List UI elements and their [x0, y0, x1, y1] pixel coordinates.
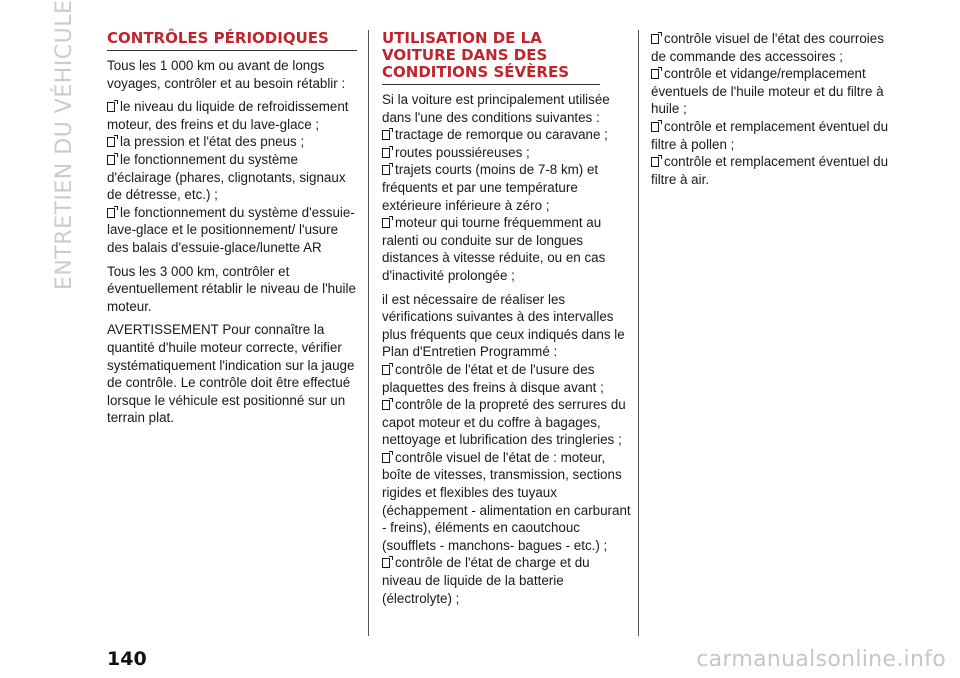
checkbox-bullet-icon	[651, 34, 659, 44]
column-1	[107, 30, 357, 433]
list-item-text: moteur qui tourne fréquemment au ralenti ou conduite sur de longues distances à vitesse réduite, ou en cas d'inactivité prolongée ;	[382, 215, 606, 283]
checkbox-bullet-icon	[382, 165, 390, 175]
checkbox-bullet-icon	[382, 558, 390, 568]
checkbox-bullet-icon	[382, 453, 390, 463]
list-item	[382, 361, 632, 396]
checkbox-bullet-icon	[382, 365, 390, 375]
column-divider	[638, 30, 639, 636]
checkbox-bullet-icon	[651, 69, 659, 79]
watermark: carmanualsonline.info	[696, 647, 946, 672]
list-item-text: routes poussiéreuses ;	[395, 144, 530, 160]
paragraph: Si la voiture est principalement utilisée dans l'une des conditions suivantes :	[382, 92, 610, 125]
column-2	[382, 30, 632, 607]
list-item	[651, 153, 901, 188]
list-item-text: contrôle de l'état et de l'usure des plaquettes des freins à disque avant ;	[382, 361, 604, 395]
list-item	[651, 118, 901, 153]
column-3	[651, 30, 901, 188]
list-item-text: contrôle visuel de l'état de : moteur, boîte de vitesses, transmission, sections rigides et flexibles des tuyaux (échappement - alimentation en carburant - freins), éléments en caoutchouc (soufflets - manchons- bagues - etc.) ;	[382, 449, 631, 553]
warning-paragraph: AVERTISSEMENT Pour connaître la quantité d'huile moteur correcte, vérifier systématiquement l'indication sur la jauge de contrôle. Le contrôle doit être effectué lorsque le véhicule est positionné sur un terrain plat.	[107, 322, 355, 426]
list-item	[382, 214, 632, 284]
list-item	[382, 396, 632, 449]
list-item-text: le fonctionnement du système d'éclairage (phares, clignotants, signaux de détresse, etc.) ;	[107, 151, 346, 203]
list-item-text: le fonctionnement du système d'essuie-lave-glace et le positionnement/ l'usure des balais d'essuie-glace/lunette AR	[107, 204, 355, 255]
checkbox-bullet-icon	[382, 148, 390, 158]
list-item	[107, 151, 357, 204]
list-item	[382, 126, 632, 144]
section-heading-periodic-checks: CONTRÔLES PÉRIODIQUES	[107, 30, 357, 51]
checkbox-bullet-icon	[382, 130, 390, 140]
list-item-text: la pression et l'état des pneus ;	[120, 134, 305, 150]
paragraph: il est nécessaire de réaliser les vérifications suivantes à des intervalles plus fréquents que ceux indiqués dans le Plan d'Entretien Programmé :	[382, 291, 625, 360]
list-item-text: contrôle et remplacement éventuel du filtre à air.	[651, 154, 889, 187]
checkbox-bullet-icon	[107, 155, 115, 165]
section-side-title: ENTRETIEN DU VÉHICULE	[52, 0, 77, 290]
list-item-text: tractage de remorque ou caravane ;	[395, 127, 608, 143]
list-item	[382, 554, 632, 607]
checkbox-bullet-icon	[651, 122, 659, 132]
list-item-text: contrôle visuel de l'état des courroies de commande des accessoires ;	[651, 31, 884, 64]
list-item	[382, 449, 632, 555]
list-item	[107, 133, 357, 151]
list-item	[651, 30, 901, 65]
section-heading-severe-conditions: UTILISATION DE LA VOITURE DANS DES CONDITIONS SÉVÈRES	[382, 30, 600, 85]
list-item	[382, 144, 632, 162]
list-item-text: contrôle de l'état de charge et du niveau de liquide de la batterie (électrolyte) ;	[382, 555, 590, 606]
list-item	[382, 161, 632, 214]
column-divider	[368, 30, 369, 636]
list-item	[107, 204, 357, 257]
list-item-text: contrôle et remplacement éventuel du filtre à pollen ;	[651, 118, 889, 152]
checkbox-bullet-icon	[107, 102, 115, 112]
list-item-text: contrôle de la propreté des serrures du capot moteur et du coffre à bagages, nettoyage et lubrification des tringleries ;	[382, 397, 626, 448]
paragraph: Tous les 3 000 km, contrôler et éventuellement rétablir le niveau de l'huile moteur.	[107, 263, 356, 314]
list-item-text: trajets courts (moins de 7-8 km) et fréquents et par une température extérieure inférieure à zéro ;	[382, 162, 599, 213]
list-item-text: le niveau du liquide de refroidissement moteur, des freins et du lave-glace ;	[107, 99, 349, 132]
page-number: 140	[107, 648, 147, 670]
list-item	[107, 98, 357, 133]
list-item	[651, 65, 901, 118]
checkbox-bullet-icon	[107, 208, 115, 218]
checkbox-bullet-icon	[651, 157, 659, 167]
list-item-text: contrôle et vidange/remplacement éventuels de l'huile moteur et du filtre à huile ;	[651, 66, 884, 117]
paragraph: Tous les 1 000 km ou avant de longs voyages, contrôler et au besoin rétablir :	[107, 58, 346, 91]
checkbox-bullet-icon	[107, 137, 115, 147]
checkbox-bullet-icon	[382, 218, 390, 228]
checkbox-bullet-icon	[382, 400, 390, 410]
